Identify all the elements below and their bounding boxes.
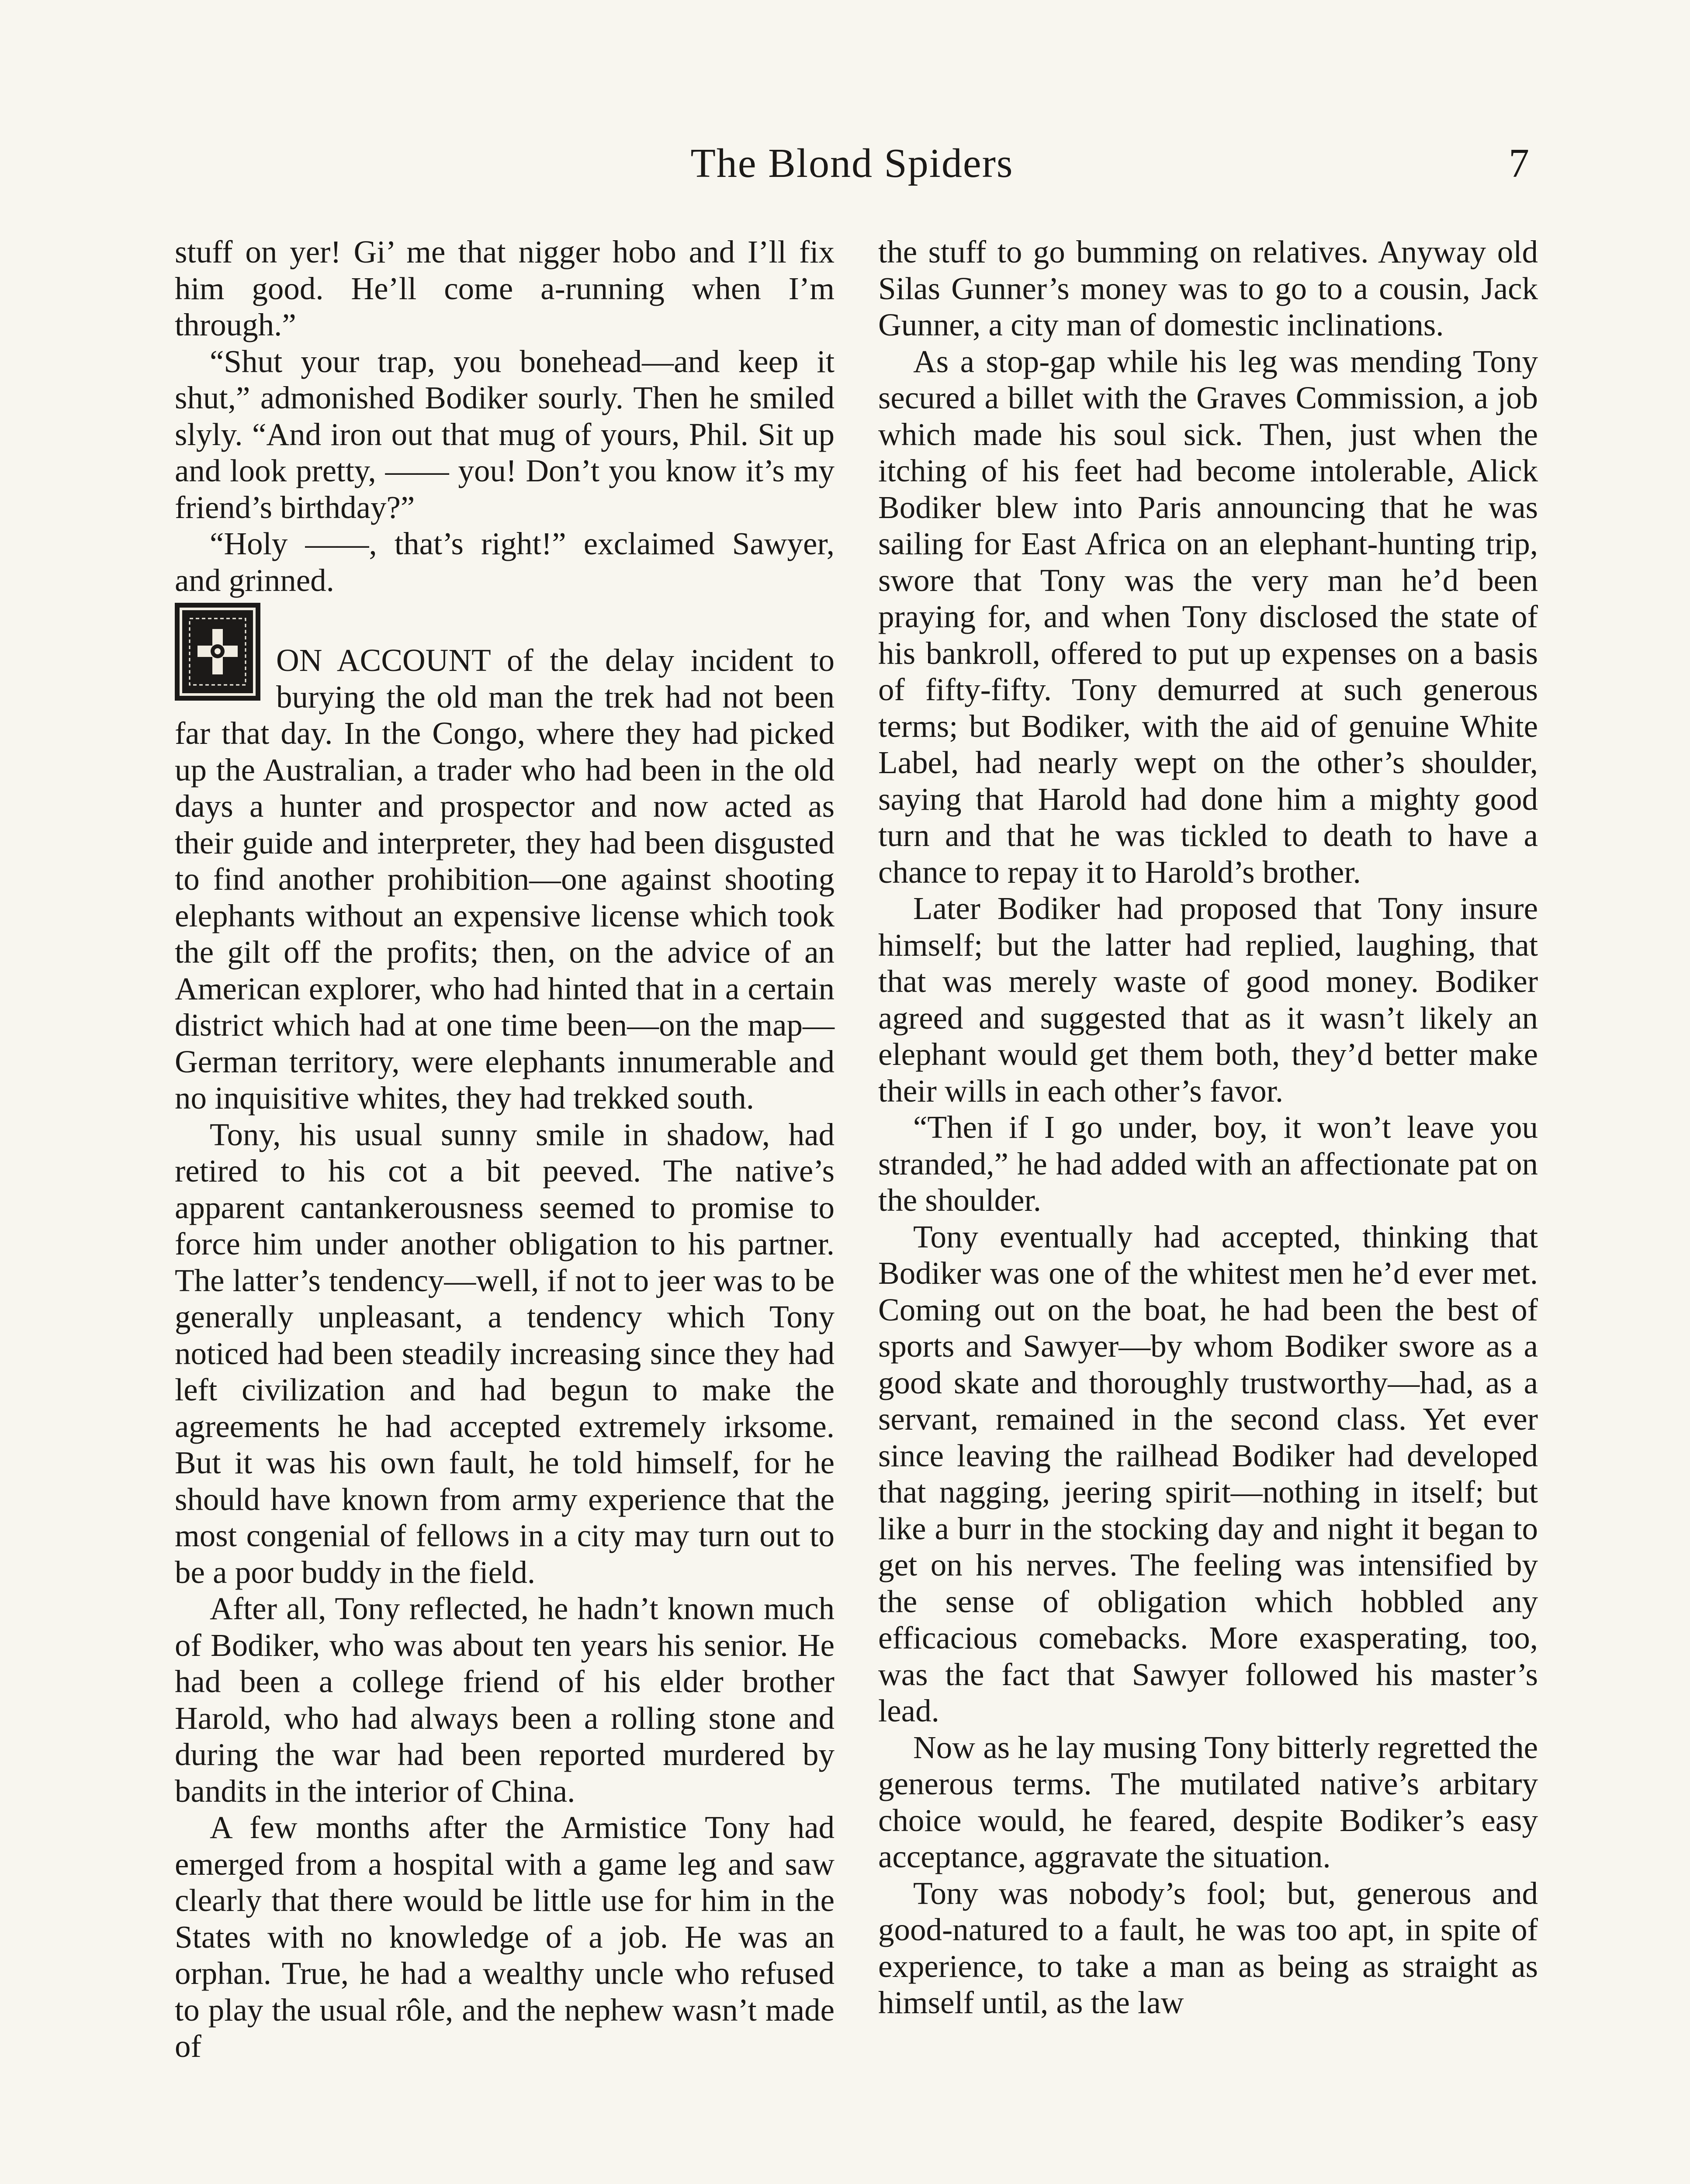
initial-letter — [175, 629, 260, 666]
page-number: 7 — [1509, 141, 1529, 186]
paragraph: ON ACCOUNT of the delay incident to burying the old man the trek had not been far that day. In the Congo, where they had picked up the Australian, a trader who had been in the old days a hunter and prospector and now acted as their guide and interpreter, they had been disgusted to find another prohibition—one against shooting elephants without an expensive license which took the gilt off the profits; then, on the advice of an American explorer, who had hinted that in a certain district which had at one time been—on the map—German territory, were elephants innumerable and no inquisitive whites, they had trekked south. — [175, 643, 835, 1116]
right-column — [878, 234, 1538, 2021]
paragraph: stuff on yer! Gi’ me that nigger hobo and I’ll fix him good. He’ll come a-running when I’m through.” — [175, 234, 835, 342]
paragraph: After all, Tony reflected, he hadn’t known much of Bodiker, who was about ten years his senior. He had been a college friend of his elder brother Harold, who had always been a rolling stone and during the war had been reported murdered by bandits in the interior of China. — [175, 1591, 835, 1809]
paragraph: “Then if I go under, boy, it won’t leave you stranded,” he had added with an affectionate pat on the shoulder. — [878, 1109, 1538, 1218]
left-column — [175, 234, 835, 2065]
paragraph: “Shut your trap, you bonehead—and keep it shut,” admonished Bodiker sourly. Then he smiled slyly. “And iron out that mug of yours, Phil. Sit up and look pretty, —— you! Don’t you know it’s my friend’s birthday?” — [175, 343, 835, 525]
paragraph: Tony eventually had accepted, thinking that Bodiker was one of the whitest men he’d ever met. Coming out on the boat, he had been the best of sports and Sawyer—by whom Bodiker swore as a good skate and thoroughly trustworthy—had, as a servant, remained in the second class. Yet ever since leaving the railhead Bodiker had developed that nagging, jeering spirit—nothing in itself; but like a burr in the stocking day and night it began to get on his nerves. The feeling was intensified by the sense of obligation which hobbled any efficacious comebacks. More exasperating, too, was the fact that Sawyer followed his master’s lead. — [878, 1219, 1538, 1728]
running-title: The Blond Spiders — [690, 141, 1014, 186]
paragraph: Tony, his usual sunny smile in shadow, had retired to his cot a bit peeved. The native’s apparent cantankerousness seemed to promise to force him under another obligation to his partner. The latter’s tendency—well, if not to jeer was to be generally unpleasant, a tendency which Tony noticed had been steadily increasing since they had left civilization and had begun to make the agreements he had accepted extremely irksome. But it was his own fault, he told himself, for he should have known from army experience that the most congenial of fellows in a city may turn out to be a poor buddy in the field. — [175, 1116, 835, 1590]
paragraph: Tony was nobody’s fool; but, generous and good-natured to a fault, he was too apt, in spite of experience, to take a man as being as straight as himself until, as the law — [878, 1875, 1538, 2020]
paragraph: As a stop-gap while his leg was mending Tony secured a billet with the Graves Commission, a job which made his soul sick. Then, just when the itching of his feet had become intolerable, Alick Bodiker blew into Paris announcing that he was sailing for East Africa on an elephant-hunting trip, swore that Tony was the very man he’d been praying for, and when Tony disclosed the state of his bankroll, offered to put up expenses on a basis of fifty-fifty. Tony demurred at such generous terms; but Bodiker, with the aid of genuine White Label, had nearly wept on the other’s shoulder, saying that Harold had done him a mighty good turn and that he was tickled to death to have a chance to repay it to Harold’s brother. — [878, 343, 1538, 890]
paragraph: A few months after the Armistice Tony had emerged from a hospital with a game leg and saw clearly that there would be little use for him in the States with no knowledge of a job. He was an orphan. True, he had a wealthy uncle who refused to play the usual rôle, and the nephew wasn’t made of — [175, 1810, 835, 2064]
paragraph: “Holy ——, that’s right!” exclaimed Sawyer, and grinned. — [175, 526, 835, 598]
page-header — [175, 140, 1529, 192]
paragraph: Now as he lay musing Tony bitterly regretted the generous terms. The mutilated native’s arbitary choice would, he feared, despite Bodiker’s easy acceptance, aggravate the situation. — [878, 1729, 1538, 1874]
paragraph: the stuff to go bumming on relatives. Anyway old Silas Gunner’s money was to go to a cousin, Jack Gunner, a city man of domestic inclinations. — [878, 234, 1538, 342]
ornamental-initial — [175, 603, 260, 701]
paragraph: Later Bodiker had proposed that Tony insure himself; but the latter had replied, laughing, that that was merely waste of good money. Bodiker agreed and suggested that as it wasn’t likely an elephant would get them both, they’d better make their wills in each other’s favor. — [878, 891, 1538, 1109]
